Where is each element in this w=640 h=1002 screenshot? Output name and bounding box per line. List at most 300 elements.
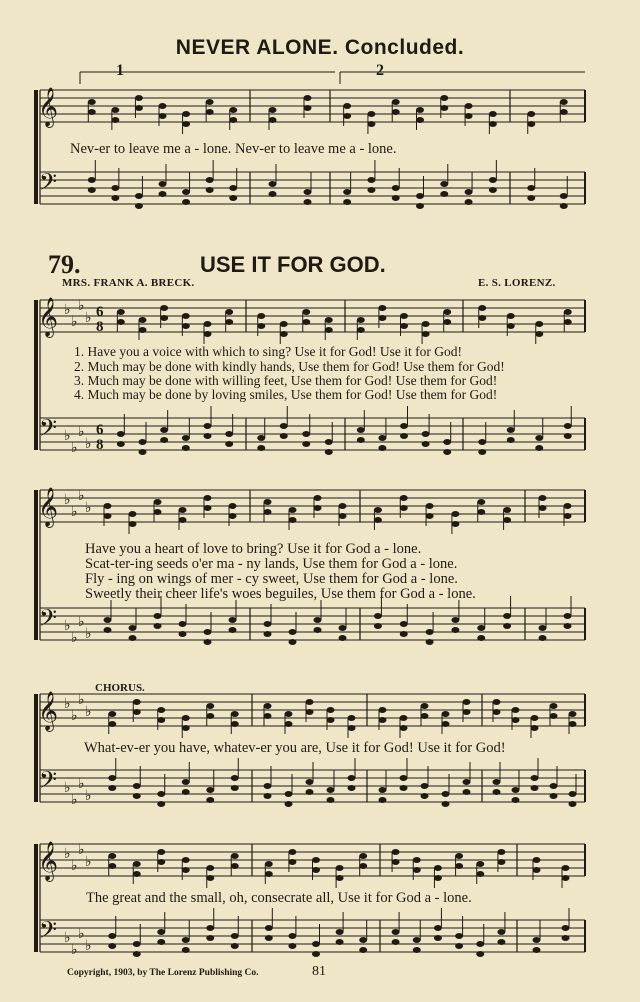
note-head — [422, 321, 430, 327]
note-head — [302, 309, 310, 315]
note-head — [111, 185, 119, 191]
note-head — [225, 441, 233, 447]
note-head — [204, 433, 212, 439]
note-head — [325, 327, 333, 333]
note-head — [264, 509, 272, 515]
flat-icon: ♭ — [78, 842, 85, 858]
note-head — [302, 441, 310, 447]
note-head — [512, 717, 520, 723]
note-head — [104, 627, 112, 633]
note-head — [379, 707, 387, 713]
note-head — [339, 625, 347, 631]
note-head — [304, 189, 312, 195]
note-head — [465, 189, 473, 195]
note-head — [440, 181, 448, 187]
note-head — [111, 117, 119, 123]
flat-icon: ♭ — [64, 780, 71, 796]
note-head — [507, 427, 515, 433]
note-head — [157, 849, 165, 855]
note-head — [117, 309, 125, 315]
bass-clef-icon: 𝄢 — [39, 916, 58, 949]
note-head — [179, 621, 187, 627]
flat-icon: ♭ — [78, 488, 85, 504]
time-signature: 6 — [96, 422, 104, 438]
note-head — [357, 437, 365, 443]
note-head — [503, 623, 511, 629]
note-head — [231, 863, 239, 869]
note-head — [367, 177, 375, 183]
note-head — [159, 191, 167, 197]
note-head — [443, 319, 451, 325]
note-head — [133, 699, 141, 705]
note-head — [104, 617, 112, 623]
note-head — [133, 783, 141, 789]
note-head — [560, 99, 568, 105]
note-head — [231, 943, 239, 949]
note-head — [312, 951, 320, 957]
note-head — [378, 315, 386, 321]
note-head — [306, 709, 314, 715]
note-head — [378, 305, 386, 311]
note-head — [314, 627, 322, 633]
time-signature: 8 — [96, 319, 104, 335]
note-head — [413, 947, 421, 953]
note-head — [157, 929, 165, 935]
note-head — [463, 779, 471, 785]
note-head — [288, 849, 296, 855]
note-head — [533, 947, 541, 953]
note-head — [343, 113, 351, 119]
note-head — [159, 103, 167, 109]
note-head — [421, 783, 429, 789]
note-head — [206, 797, 214, 803]
note-head — [421, 793, 429, 799]
note-head — [455, 933, 463, 939]
note-head — [478, 439, 486, 445]
note-head — [564, 319, 572, 325]
note-head — [229, 503, 237, 509]
note-head — [378, 435, 386, 441]
flat-icon: ♭ — [71, 440, 78, 456]
note-head — [489, 121, 497, 127]
note-head — [231, 775, 239, 781]
note-head — [182, 857, 190, 863]
verse-1-line-2: Have you a heart of love to bring? Use it for God a - lone. — [85, 541, 422, 557]
bass-clef-icon: 𝄢 — [39, 766, 58, 799]
note-head — [489, 187, 497, 193]
note-head — [108, 721, 116, 727]
note-head — [478, 315, 486, 321]
note-head — [359, 947, 367, 953]
note-head — [413, 857, 421, 863]
note-head — [392, 195, 400, 201]
note-head — [476, 871, 484, 877]
note-head — [533, 937, 541, 943]
flat-icon: ♭ — [71, 708, 78, 724]
note-head — [477, 625, 485, 631]
verse-4-line-2: Sweetly their cheer life's woes beguiles, Use them for God a - lone. — [85, 586, 476, 602]
note-head — [231, 785, 239, 791]
note-head — [104, 513, 112, 519]
note-head — [269, 181, 277, 187]
treble-clef-icon: 𝄞 — [38, 87, 59, 127]
note-head — [539, 495, 547, 501]
note-head — [179, 517, 187, 523]
note-head — [88, 177, 96, 183]
note-head — [539, 505, 547, 511]
note-head — [392, 859, 400, 865]
note-head — [569, 711, 577, 717]
note-head — [206, 177, 214, 183]
note-head — [443, 449, 451, 455]
note-head — [280, 423, 288, 429]
treble-clef-icon: 𝄞 — [38, 297, 59, 337]
note-head — [400, 505, 408, 511]
note-head — [359, 863, 367, 869]
note-head — [336, 929, 344, 935]
verse-4-line-1: 4. Much may be done by loving smiles, Use them for God! Use them for God! — [74, 387, 498, 402]
note-head — [129, 511, 137, 517]
flat-icon: ♭ — [71, 858, 78, 874]
note-head — [527, 185, 535, 191]
flat-icon: ♭ — [85, 854, 92, 870]
note-head — [204, 505, 212, 511]
flat-icon: ♭ — [71, 942, 78, 958]
note-head — [229, 513, 237, 519]
note-head — [154, 623, 162, 629]
bass-clef-icon: 𝄢 — [39, 604, 58, 637]
note-head — [325, 317, 333, 323]
note-head — [182, 435, 190, 441]
note-head — [400, 715, 408, 721]
note-head — [117, 441, 125, 447]
note-head — [455, 853, 463, 859]
note-head — [289, 517, 297, 523]
note-head — [288, 943, 296, 949]
note-head — [560, 203, 568, 209]
note-head — [512, 797, 520, 803]
note-head — [327, 707, 335, 713]
note-head — [562, 925, 570, 931]
note-head — [229, 617, 237, 623]
note-head — [562, 935, 570, 941]
note-head — [465, 103, 473, 109]
note-head — [159, 181, 167, 187]
note-head — [264, 713, 272, 719]
note-head — [327, 787, 335, 793]
note-head — [179, 631, 187, 637]
note-head — [280, 331, 288, 337]
note-head — [463, 699, 471, 705]
flat-icon: ♭ — [64, 930, 71, 946]
note-head — [204, 331, 212, 337]
note-head — [257, 323, 265, 329]
note-head — [327, 717, 335, 723]
note-head — [206, 99, 214, 105]
note-head — [443, 309, 451, 315]
flat-icon: ♭ — [78, 424, 85, 440]
note-head — [434, 925, 442, 931]
note-head — [493, 779, 501, 785]
note-head — [304, 105, 312, 111]
flat-icon: ♭ — [64, 428, 71, 444]
note-head — [374, 613, 382, 619]
note-head — [154, 509, 162, 515]
note-head — [503, 517, 511, 523]
note-head — [564, 423, 572, 429]
note-head — [231, 853, 239, 859]
note-head — [135, 193, 143, 199]
flat-icon: ♭ — [78, 776, 85, 792]
note-head — [392, 99, 400, 105]
note-head — [489, 177, 497, 183]
note-head — [88, 187, 96, 193]
chorus-line-1: What-ev-er you have, whatev-er you are, Use it for God! Use it for God! — [84, 740, 506, 756]
note-head — [182, 715, 190, 721]
note-head — [285, 801, 293, 807]
note-head — [229, 117, 237, 123]
note-head — [133, 709, 141, 715]
note-head — [264, 631, 272, 637]
note-head — [535, 435, 543, 441]
note-head — [133, 941, 141, 947]
note-head — [531, 785, 539, 791]
note-head — [182, 867, 190, 873]
note-head — [442, 711, 450, 717]
note-head — [108, 785, 116, 791]
note-head — [442, 721, 450, 727]
volta-2-label: 2 — [376, 62, 384, 79]
note-head — [206, 713, 214, 719]
note-head — [493, 699, 501, 705]
note-head — [159, 113, 167, 119]
note-head — [139, 439, 147, 445]
note-head — [416, 107, 424, 113]
flat-icon: ♭ — [78, 692, 85, 708]
hymn-number: 79. — [48, 250, 81, 279]
note-head — [400, 631, 408, 637]
note-head — [533, 857, 541, 863]
note-head — [535, 445, 543, 451]
treble-clef-icon: 𝄞 — [38, 841, 59, 881]
note-head — [204, 629, 212, 635]
note-head — [374, 517, 382, 523]
note-head — [108, 775, 116, 781]
note-head — [392, 849, 400, 855]
note-head — [325, 449, 333, 455]
note-head — [359, 853, 367, 859]
note-head — [550, 783, 558, 789]
note-head — [426, 503, 434, 509]
note-head — [288, 933, 296, 939]
note-head — [539, 625, 547, 631]
note-head — [182, 779, 190, 785]
note-head — [157, 939, 165, 945]
note-head — [135, 95, 143, 101]
time-signature: 8 — [96, 437, 104, 453]
note-head — [264, 621, 272, 627]
note-head — [507, 323, 515, 329]
note-head — [257, 313, 265, 319]
note-head — [265, 861, 273, 867]
note-head — [182, 789, 190, 795]
note-head — [285, 791, 293, 797]
note-head — [416, 117, 424, 123]
note-head — [434, 875, 442, 881]
note-head — [264, 703, 272, 709]
note-head — [264, 783, 272, 789]
note-head — [206, 187, 214, 193]
note-head — [478, 449, 486, 455]
flat-icon: ♭ — [71, 314, 78, 330]
note-head — [229, 107, 237, 113]
note-head — [229, 185, 237, 191]
note-head — [289, 507, 297, 513]
note-head — [327, 797, 335, 803]
note-head — [539, 635, 547, 641]
note-head — [231, 933, 239, 939]
flat-icon: ♭ — [64, 618, 71, 634]
note-head — [434, 935, 442, 941]
note-head — [560, 109, 568, 115]
note-head — [257, 435, 265, 441]
note-head — [88, 99, 96, 105]
note-head — [285, 711, 293, 717]
note-head — [357, 317, 365, 323]
note-head — [108, 863, 116, 869]
note-head — [160, 315, 168, 321]
note-head — [257, 445, 265, 451]
note-head — [108, 943, 116, 949]
note-head — [269, 191, 277, 197]
note-head — [182, 323, 190, 329]
note-head — [477, 499, 485, 505]
note-head — [422, 331, 430, 337]
note-head — [339, 503, 347, 509]
note-head — [160, 427, 168, 433]
note-head — [400, 323, 408, 329]
note-head — [304, 199, 312, 205]
note-head — [133, 861, 141, 867]
page-number: 81 — [312, 964, 326, 979]
verse-2-line-1: 2. Much may be done with kindly hands, Use them for God! Use them for God! — [74, 359, 505, 374]
note-head — [204, 423, 212, 429]
note-head — [139, 317, 147, 323]
note-head — [182, 189, 190, 195]
note-head — [312, 857, 320, 863]
note-head — [357, 327, 365, 333]
note-head — [157, 801, 165, 807]
note-head — [477, 509, 485, 515]
note-head — [379, 797, 387, 803]
note-head — [265, 935, 273, 941]
note-head — [289, 629, 297, 635]
note-head — [206, 109, 214, 115]
note-head — [204, 495, 212, 501]
note-head — [527, 195, 535, 201]
note-head — [564, 309, 572, 315]
note-head — [455, 863, 463, 869]
note-head — [280, 433, 288, 439]
note-head — [348, 775, 356, 781]
continuation-title: NEVER ALONE. Concluded. — [175, 36, 465, 59]
note-head — [133, 871, 141, 877]
note-head — [265, 925, 273, 931]
flat-icon: ♭ — [85, 436, 92, 452]
note-head — [139, 327, 147, 333]
note-head — [416, 203, 424, 209]
note-head — [533, 867, 541, 873]
note-head — [562, 865, 570, 871]
note-head — [111, 107, 119, 113]
note-head — [560, 193, 568, 199]
note-head — [343, 199, 351, 205]
note-head — [527, 121, 535, 127]
flat-icon: ♭ — [64, 492, 71, 508]
note-head — [206, 865, 214, 871]
note-head — [225, 431, 233, 437]
note-head — [426, 639, 434, 645]
note-head — [339, 513, 347, 519]
note-head — [336, 865, 344, 871]
note-head — [476, 861, 484, 867]
note-head — [421, 703, 429, 709]
note-head — [306, 779, 314, 785]
note-head — [497, 929, 505, 935]
note-head — [117, 431, 125, 437]
note-head — [129, 521, 137, 527]
note-head — [367, 187, 375, 193]
note-head — [206, 787, 214, 793]
flat-icon: ♭ — [85, 500, 92, 516]
note-head — [442, 801, 450, 807]
note-head — [564, 433, 572, 439]
note-head — [314, 495, 322, 501]
hymn-title: USE IT FOR GOD. — [200, 252, 386, 277]
note-head — [512, 787, 520, 793]
composer-credit: E. S. LORENZ. — [478, 277, 556, 289]
note-head — [531, 775, 539, 781]
note-head — [306, 699, 314, 705]
note-head — [503, 613, 511, 619]
note-head — [139, 449, 147, 455]
note-head — [157, 791, 165, 797]
note-head — [374, 623, 382, 629]
note-head — [400, 621, 408, 627]
note-head — [400, 495, 408, 501]
note-head — [512, 707, 520, 713]
note-head — [443, 439, 451, 445]
note-head — [440, 191, 448, 197]
note-head — [229, 195, 237, 201]
note-head — [493, 789, 501, 795]
note-head — [531, 715, 539, 721]
note-head — [359, 937, 367, 943]
note-head — [367, 111, 375, 117]
note-head — [564, 513, 572, 519]
flat-icon: ♭ — [78, 926, 85, 942]
note-head — [497, 939, 505, 945]
note-head — [179, 507, 187, 513]
note-head — [392, 185, 400, 191]
treble-clef-icon: 𝄞 — [38, 691, 59, 731]
note-head — [400, 313, 408, 319]
flat-icon: ♭ — [78, 298, 85, 314]
note-head — [348, 785, 356, 791]
note-head — [507, 313, 515, 319]
note-head — [160, 437, 168, 443]
note-head — [392, 939, 400, 945]
